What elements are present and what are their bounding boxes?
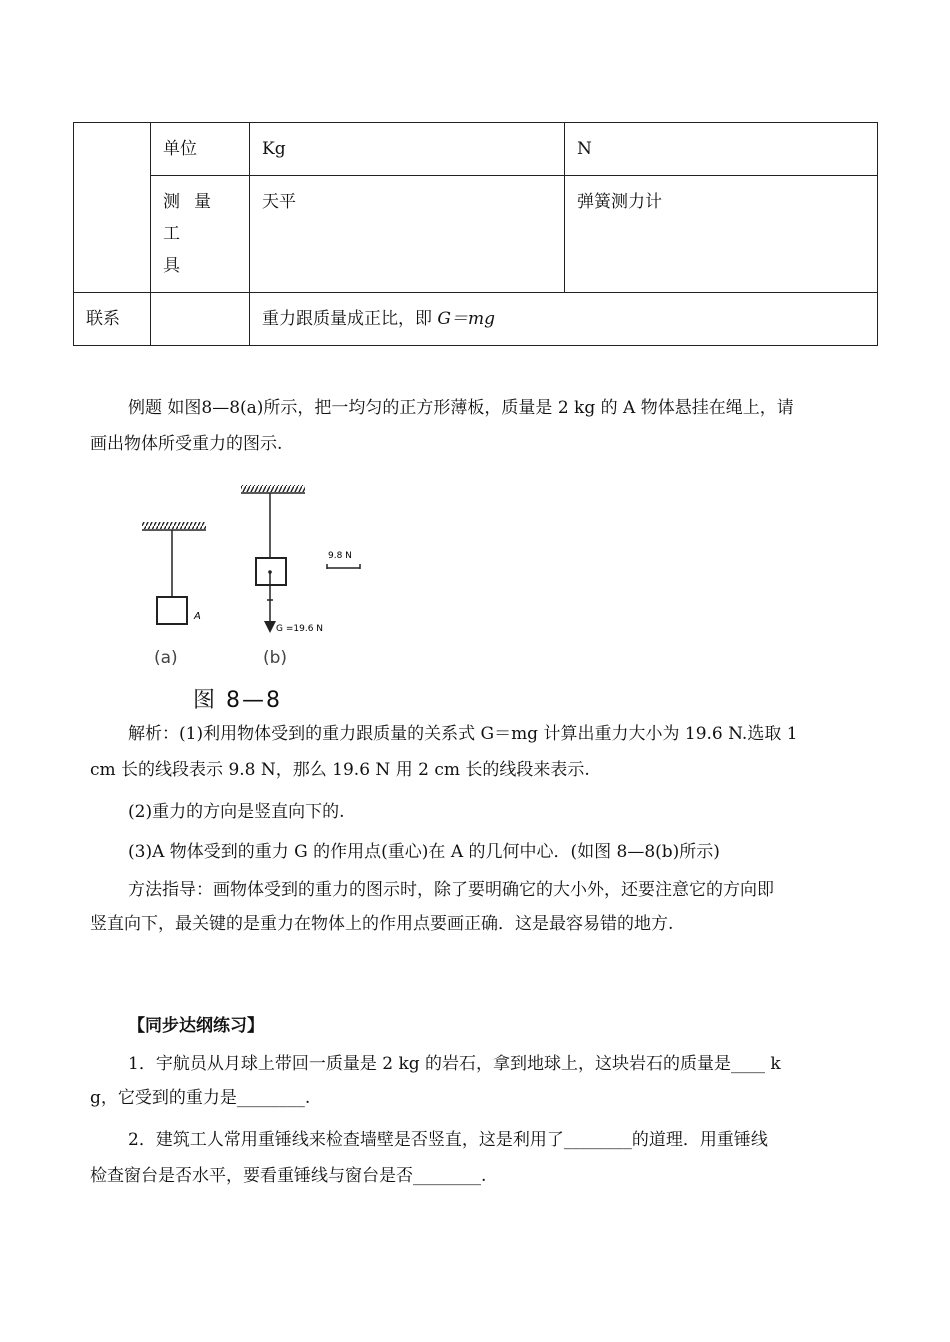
table-cell-label: 联系 bbox=[74, 293, 151, 346]
ceiling-b bbox=[241, 485, 305, 492]
figure-caption: 图 8—8 bbox=[193, 688, 282, 713]
object-label: A bbox=[194, 611, 201, 622]
analysis-p4-line1: 方法指导：画物体受到的重力的图示时，除了要明确它的大小外，还要注意它的方向即 bbox=[128, 880, 774, 900]
label-line: 具 bbox=[163, 256, 180, 276]
table-cell-label: 单位 bbox=[151, 123, 250, 176]
table-cell-label bbox=[151, 176, 250, 293]
exercise-q1-line2: g，它受到的重力是________. bbox=[90, 1088, 311, 1108]
table-row bbox=[74, 176, 878, 293]
exercise-heading: 【同步达纲练习】 bbox=[128, 1016, 264, 1036]
relation-text: 重力跟质量成正比，即 bbox=[262, 309, 438, 329]
table-cell-empty bbox=[151, 293, 250, 346]
relation-formula: G＝mg bbox=[437, 309, 495, 329]
exercise-q2-line1: 2．建筑工人常用重锤线来检查墙壁是否竖直，这是利用了________的道理．用重锤线 bbox=[128, 1130, 768, 1150]
table-row bbox=[74, 123, 878, 176]
ceiling-a bbox=[142, 522, 206, 529]
table-cell-gravity-tool: 弹簧测力计 bbox=[565, 176, 878, 293]
table-cell-mass-tool: 天平 bbox=[250, 176, 565, 293]
exercise-q1-line1: 1．宇航员从月球上带回一质量是 2 kg 的岩石，拿到地球上，这块岩石的质量是____ k bbox=[128, 1054, 781, 1074]
label-line: 测量工 bbox=[163, 192, 225, 244]
example-line-2: 画出物体所受重力的图示. bbox=[90, 434, 283, 454]
scale-label: 9.8 N bbox=[328, 551, 352, 561]
analysis-p3: (3)A 物体受到的重力 G 的作用点(重心)在 A 的几何中心．(如图 8—8(b)所示) bbox=[128, 842, 720, 862]
exercise-q2-line2: 检查窗台是否水平，要看重锤线与窗台是否________. bbox=[90, 1166, 487, 1186]
analysis-p1-line1: 解析：(1)利用物体受到的重力跟质量的关系式 G＝mg 计算出重力大小为 19.6 N.选取 1 bbox=[128, 724, 798, 744]
label-b: (b) bbox=[263, 648, 288, 668]
example-line-1: 例题 如图8—8(a)所示，把一均匀的正方形薄板，质量是 2 kg 的 A 物体悬挂在绳上，请 bbox=[128, 398, 794, 418]
analysis-p2: (2)重力的方向是竖直向下的. bbox=[128, 802, 345, 822]
table-cell-empty bbox=[74, 123, 151, 293]
comparison-table bbox=[73, 122, 878, 346]
table-cell-mass-unit: Kg bbox=[250, 123, 565, 176]
table-row bbox=[74, 293, 878, 346]
table-cell-relation bbox=[250, 293, 878, 346]
table-cell-gravity-unit: N bbox=[565, 123, 878, 176]
analysis-p1-line2: cm 长的线段表示 9.8 N，那么 19.6 N 用 2 cm 长的线段来表示. bbox=[90, 760, 590, 780]
force-label: G =19.6 N bbox=[276, 624, 324, 634]
object-a bbox=[157, 597, 187, 624]
label-a: (a) bbox=[154, 648, 178, 668]
analysis-p4-line2: 竖直向下，最关键的是重力在物体上的作用点要画正确．这是最容易错的地方. bbox=[90, 914, 674, 934]
